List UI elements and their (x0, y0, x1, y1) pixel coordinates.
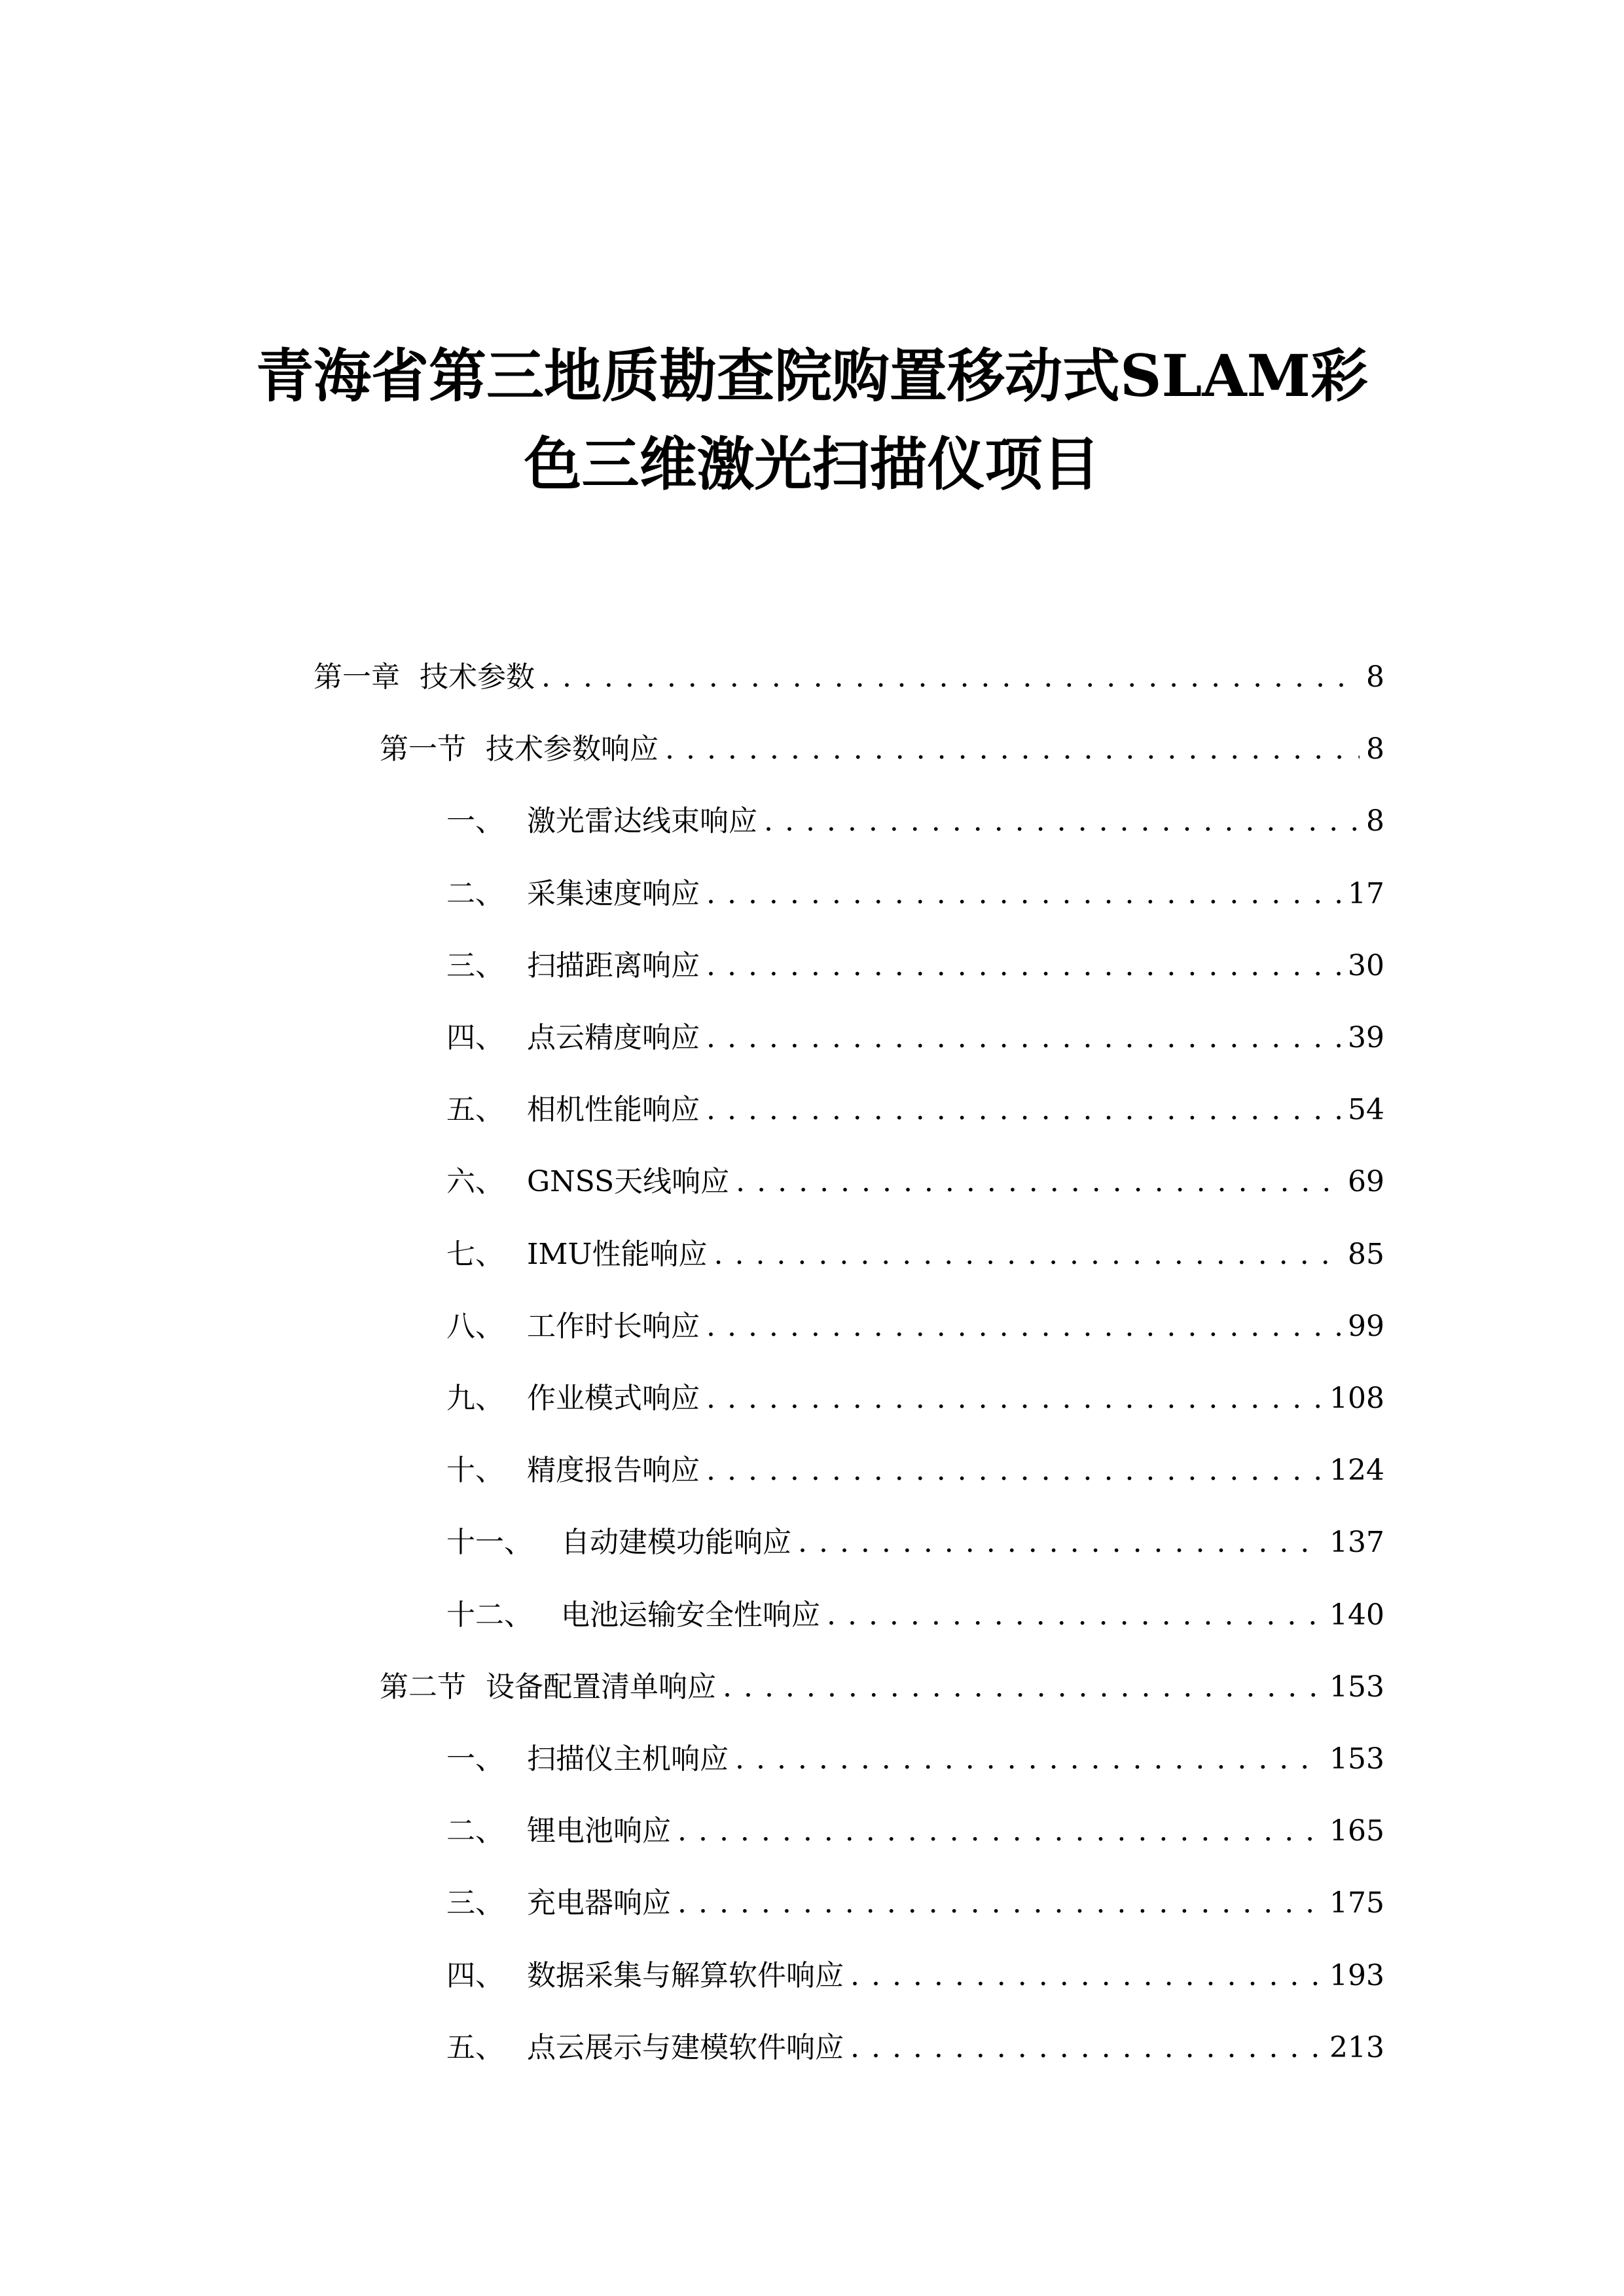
toc-entry[interactable] (380, 1664, 1384, 1710)
toc-entry-number: 九、 (446, 1382, 504, 1415)
toc-entry-page: 140 (1329, 1598, 1384, 1632)
toc-entry-label: 设备配置清单响应 (486, 1670, 716, 1704)
toc-entry-number: 三、 (446, 948, 504, 982)
toc-entry-page: 17 (1348, 876, 1384, 910)
toc-entry-number: 十二、 (446, 1598, 533, 1632)
toc-entry-page: 153 (1329, 1670, 1384, 1704)
toc-entry-label: 技术参数响应 (486, 732, 659, 766)
toc-entry[interactable] (446, 1592, 1384, 1638)
toc-entry-page: 39 (1348, 1021, 1384, 1054)
toc-entry-page: 175 (1329, 1886, 1384, 1920)
toc-entry-number: 第一章 (314, 660, 400, 694)
toc-entry-page: 85 (1348, 1237, 1384, 1271)
toc-entry-label: 采集速度响应 (527, 876, 700, 910)
toc-entry-page: 8 (1366, 660, 1384, 694)
toc-entry[interactable] (446, 943, 1384, 989)
toc-entry-number: 三、 (446, 1886, 504, 1920)
toc-dot-leader (827, 1592, 1323, 1638)
toc-entry-label: GNSS天线响应 (527, 1165, 730, 1199)
toc-entry-page: 54 (1348, 1093, 1384, 1127)
toc-dot-leader (714, 1232, 1341, 1278)
toc-dot-leader (850, 1953, 1323, 1999)
toc-entry[interactable] (446, 1953, 1384, 1999)
toc-entry-number: 五、 (446, 2030, 504, 2064)
toc-dot-leader (736, 1159, 1341, 1205)
toc-entry[interactable] (446, 871, 1384, 917)
toc-entry-number: 四、 (446, 1958, 504, 1992)
toc-entry[interactable] (446, 1232, 1384, 1278)
toc-entry[interactable] (446, 1376, 1384, 1422)
toc-entry[interactable] (446, 1448, 1384, 1494)
toc-entry[interactable] (446, 1520, 1384, 1566)
toc-entry-number: 二、 (446, 1814, 504, 1848)
toc-entry[interactable] (446, 798, 1384, 844)
toc-entry-number: 五、 (446, 1093, 504, 1127)
toc-dot-leader (723, 1664, 1323, 1710)
toc-entry-number: 七、 (446, 1237, 504, 1271)
document-title-line-2: 色三维激光扫描仪项目 (524, 430, 1100, 498)
toc-dot-leader (706, 1448, 1323, 1494)
toc-dot-leader (706, 1087, 1341, 1133)
toc-dot-leader (706, 871, 1341, 917)
toc-entry[interactable] (446, 1087, 1384, 1133)
toc-dot-leader (706, 1304, 1341, 1350)
toc-entry-number: 第二节 (380, 1670, 466, 1704)
toc-entry-label: 点云展示与建模软件响应 (527, 2030, 844, 2064)
toc-entry-label: 数据采集与解算软件响应 (527, 1958, 844, 1992)
toc-entry[interactable] (446, 1808, 1384, 1854)
toc-entry-page: 30 (1348, 948, 1384, 982)
toc-entry[interactable] (446, 1880, 1384, 1926)
toc-dot-leader (665, 726, 1360, 772)
toc-entry[interactable] (446, 2025, 1384, 2071)
toc-entry-number: 六、 (446, 1165, 504, 1199)
toc-dot-leader (764, 798, 1360, 844)
toc-entry-number: 八、 (446, 1309, 504, 1343)
toc-entry-number: 十、 (446, 1454, 504, 1488)
toc-dot-leader (798, 1520, 1323, 1566)
toc-entry-page: 213 (1329, 2030, 1384, 2064)
toc-dot-leader (541, 655, 1360, 700)
toc-entry-page: 124 (1329, 1454, 1384, 1488)
toc-entry-label: 点云精度响应 (527, 1021, 700, 1054)
toc-entry-label: 激光雷达线束响应 (527, 804, 757, 838)
toc-entry-label: 相机性能响应 (527, 1093, 700, 1127)
toc-dot-leader (706, 943, 1341, 989)
toc-entry[interactable] (380, 726, 1384, 772)
toc-dot-leader (706, 1015, 1341, 1061)
toc-entry-label: 工作时长响应 (527, 1309, 700, 1343)
toc-entry-page: 165 (1329, 1814, 1384, 1848)
toc-entry-number: 一、 (446, 804, 504, 838)
toc-dot-leader (677, 1808, 1323, 1854)
toc-dot-leader (706, 1376, 1323, 1422)
toc-entry-label: 技术参数 (420, 660, 535, 694)
toc-entry-page: 8 (1366, 804, 1384, 838)
toc-entry-page: 153 (1329, 1742, 1384, 1776)
toc-entry-page: 193 (1329, 1958, 1384, 1992)
toc-entry-number: 四、 (446, 1021, 504, 1054)
toc-entry-label: 作业模式响应 (527, 1382, 700, 1415)
toc-entry-number: 第一节 (380, 732, 466, 766)
toc-entry-number: 十一、 (446, 1526, 533, 1560)
toc-entry-page: 99 (1348, 1309, 1384, 1343)
toc-entry[interactable] (446, 1015, 1384, 1061)
toc-dot-leader (735, 1736, 1323, 1782)
toc-entry-label: 充电器响应 (527, 1886, 671, 1920)
toc-entry-label: 锂电池响应 (527, 1814, 671, 1848)
toc-entry-number: 一、 (446, 1742, 504, 1776)
toc-entry-label: 扫描仪主机响应 (527, 1742, 729, 1776)
toc-dot-leader (850, 2025, 1323, 2071)
toc-dot-leader (677, 1880, 1323, 1926)
toc-entry-label: 扫描距离响应 (527, 948, 700, 982)
toc-entry-label: IMU性能响应 (527, 1237, 708, 1271)
toc-entry-label: 自动建模功能响应 (561, 1526, 791, 1560)
toc-entry-page: 137 (1329, 1526, 1384, 1560)
toc-entry-page: 108 (1329, 1382, 1384, 1415)
toc-entry[interactable] (446, 1159, 1384, 1205)
toc-entry-label: 精度报告响应 (527, 1454, 700, 1488)
toc-entry-number: 二、 (446, 876, 504, 910)
toc-entry[interactable] (446, 1304, 1384, 1350)
toc-entry-label: 电池运输安全性响应 (561, 1598, 820, 1632)
toc-entry[interactable] (314, 655, 1384, 700)
document-title-line-1: 青海省第三地质勘查院购置移动式SLAM彩 (255, 342, 1369, 410)
toc-entry[interactable] (446, 1736, 1384, 1782)
toc-entry-page: 8 (1366, 732, 1384, 766)
toc-entry-page: 69 (1348, 1165, 1384, 1199)
